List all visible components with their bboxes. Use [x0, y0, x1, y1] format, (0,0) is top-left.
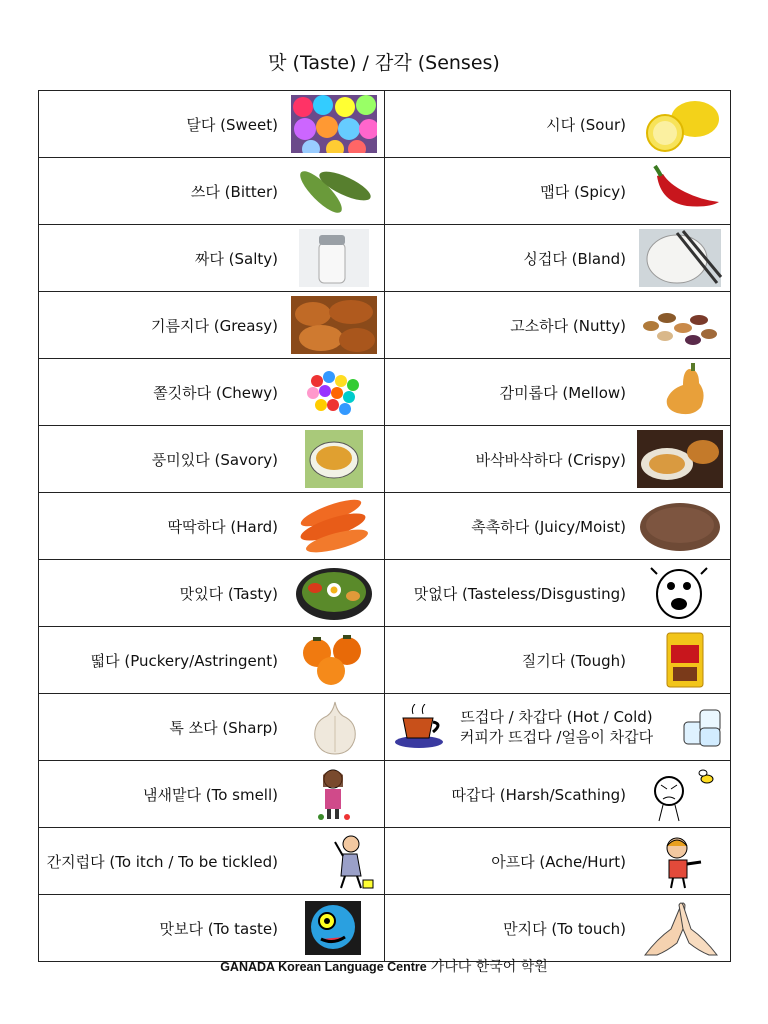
vocab-label: 맵다 (Spicy) — [540, 182, 626, 201]
bibimbap-icon — [290, 564, 378, 622]
scratching-man-icon — [290, 832, 378, 890]
snack-plate-icon — [636, 430, 724, 488]
bitter-melon-icon — [290, 162, 378, 220]
hot-cold-example: 커피가 뜨겁다 /얼음이 차갑다 — [459, 728, 654, 746]
vocab-label: 풍미있다 (Savory) — [151, 450, 278, 469]
table-row — [39, 694, 731, 761]
table-row — [39, 292, 731, 359]
vocab-label: 싱겁다 (Bland) — [523, 249, 626, 268]
table-row — [39, 761, 731, 828]
table-row — [39, 158, 731, 225]
burger-patty-icon — [636, 497, 724, 555]
vocab-label: 시다 (Sour) — [546, 115, 626, 134]
footer — [0, 956, 768, 976]
hurt-boy-icon — [636, 832, 724, 890]
vocab-label: 톡 쏘다 (Sharp) — [169, 718, 278, 737]
rice-bowl-icon — [636, 229, 724, 287]
persimmons-icon — [290, 631, 378, 689]
gumballs-icon — [290, 363, 378, 421]
vocab-label: 떫다 (Puckery/Astringent) — [90, 651, 278, 670]
disgusted-face-icon — [636, 564, 724, 622]
vocab-label: 감미롭다 (Mellow) — [499, 383, 626, 402]
vocab-label: 만지다 (To touch) — [503, 919, 626, 938]
vocab-label: 기름지다 (Greasy) — [150, 316, 278, 335]
salt-shaker-icon — [290, 229, 378, 287]
vocab-label: 맛없다 (Tasteless/Disgusting) — [413, 584, 626, 603]
vocab-label: 따갑다 (Harsh/Scathing) — [451, 785, 626, 804]
vocab-label: 쫄깃하다 (Chewy) — [153, 383, 278, 402]
table-row — [39, 359, 731, 426]
pie-icon — [290, 430, 378, 488]
vocab-label: 딱딱하다 (Hard) — [167, 517, 278, 536]
beef-jerky-icon — [636, 631, 724, 689]
carrots-icon — [290, 497, 378, 555]
table-row — [39, 426, 731, 493]
vocab-label: 달다 (Sweet) — [186, 115, 278, 134]
ice-cubes-icon — [680, 704, 724, 750]
table-row — [39, 895, 731, 962]
footer-english: GANADA Korean Language Centre — [220, 960, 427, 974]
chili-pepper-icon — [636, 162, 724, 220]
cupcakes-icon — [290, 95, 378, 153]
fried-chicken-icon — [290, 296, 378, 354]
table-row — [39, 493, 731, 560]
smelling-girl-icon — [290, 765, 378, 823]
vocab-label: 촉촉하다 (Juicy/Moist) — [471, 517, 626, 536]
hot-cold-label — [435, 694, 678, 760]
vocab-label: 고소하다 (Nutty) — [510, 316, 626, 335]
nuts-icon — [636, 296, 724, 354]
table-row — [39, 91, 731, 158]
vocab-label: 바삭바삭하다 (Crispy) — [475, 450, 626, 469]
table-row — [39, 828, 731, 895]
vocab-label: 짜다 (Salty) — [194, 249, 278, 268]
tasting-face-icon — [290, 899, 378, 957]
table-row — [39, 627, 731, 694]
table-row — [39, 560, 731, 627]
vocab-label: 쓰다 (Bitter) — [190, 182, 278, 201]
page-title: 맛 (Taste) / 감각 (Senses) — [268, 52, 500, 74]
bee-sting-icon — [636, 765, 724, 823]
vocab-label: 간지럽다 (To itch / To be tickled) — [46, 852, 278, 871]
squash-icon — [636, 363, 724, 421]
touching-hands-icon — [636, 899, 724, 957]
vocab-label: 맛있다 (Tasty) — [179, 584, 278, 603]
vocabulary-table — [38, 90, 731, 962]
garlic-icon — [290, 698, 378, 756]
lemon-icon — [636, 95, 724, 153]
vocab-label: 냄새맡다 (To smell) — [143, 785, 278, 804]
vocab-label: 질기다 (Tough) — [521, 651, 626, 670]
vocab-label: 아프다 (Ache/Hurt) — [491, 852, 626, 871]
footer-korean: 가나다 한국어 학원 — [430, 959, 548, 975]
table-row — [39, 225, 731, 292]
hot-cold-title: 뜨겁다 / 차갑다 (Hot / Cold) — [460, 708, 653, 726]
vocab-label: 맛보다 (To taste) — [159, 919, 278, 938]
